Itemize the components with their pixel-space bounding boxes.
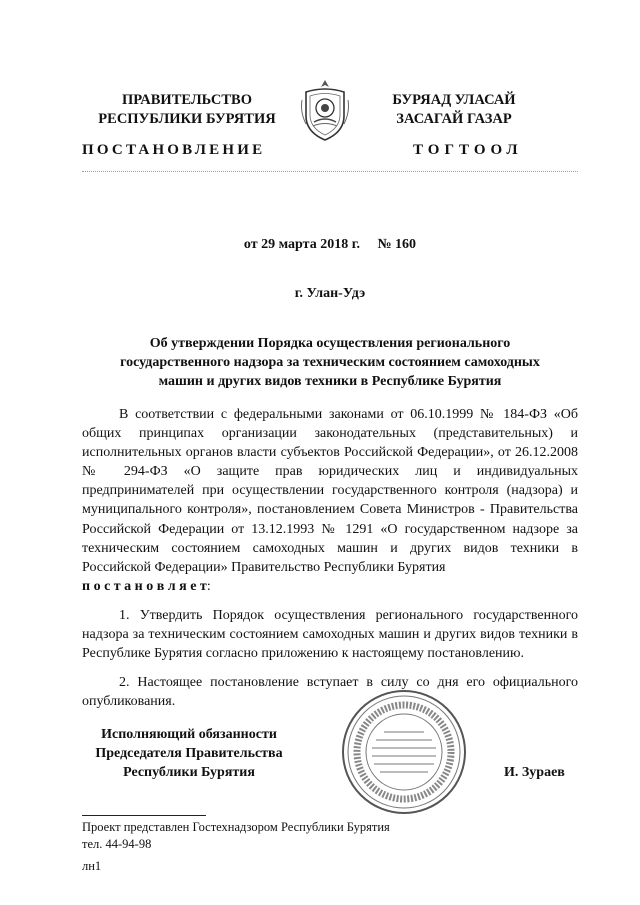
prepared-by: Проект представлен Гостехнадзором Республики Бурятия — [82, 820, 390, 834]
issuer-bua — [356, 91, 552, 129]
contact-phone: тел. 44-94-98 — [82, 837, 152, 851]
item-1: 1. Утвердить Порядок осуществления регионального государственного надзора за техническим состоянием самоходных машин и других видов техники в Республике Бурятия согласно приложению к настоящему постановлению. — [82, 607, 578, 662]
resolves-word: п о с т а н о в л я е т — [82, 578, 207, 594]
title-line2: государственного надзора за техническим состоянием самоходных — [120, 355, 540, 370]
role-line2: Председателя Правительства — [95, 746, 283, 761]
role-line3: Республики Бурятия — [123, 765, 255, 780]
footer-rule — [82, 815, 206, 816]
header-divider — [82, 171, 578, 172]
role-line1: Исполняющий обязанности — [101, 727, 277, 742]
coat-of-arms-icon — [298, 78, 352, 144]
issuer-ru — [86, 91, 288, 129]
author-initials: лн1 — [82, 859, 102, 873]
date-number: от 29 марта 2018 г. № 160 — [243, 237, 417, 252]
document-body — [82, 405, 578, 711]
issuer-ru-line1: ПРАВИТЕЛЬСТВО — [122, 92, 252, 108]
city: г. Улан-Удэ — [294, 286, 366, 301]
issuer-bua-line1: БУРЯАД УЛАСАЙ — [392, 92, 516, 108]
title-line3: машин и других видов техники в Республике Бурятия — [158, 374, 502, 389]
issuer-ru-line2: РЕСПУБЛИКИ БУРЯТИЯ — [98, 111, 276, 127]
item-2: 2. Настоящее постановление вступает в силу со дня его официального опубликования. — [82, 675, 578, 710]
document-title — [82, 334, 578, 391]
official-stamp — [340, 688, 468, 816]
resolves-line: п о с т а н о в л я е т: — [82, 578, 211, 594]
doctype-ru: ПОСТАНОВЛЕНИЕ — [82, 142, 266, 158]
issuer-bua-line2: ЗАСАГАЙ ГАЗАР — [396, 111, 512, 127]
doctype-bua: ТОГТООЛ — [413, 142, 523, 158]
title-line1: Об утверждении Порядка осуществления регионального — [149, 336, 511, 351]
preamble: В соответствии с федеральными законами от 06.10.1999 № 184-ФЗ «Об общих принципах организации законодательных (представительных) и исполнительных органов власти субъектов Российской Федерации», от 26.12.2008 № 294-ФЗ «О защите прав юридических лиц и индивидуальных предпринимателей при осуществлении государственного контроля (надзора) и муниципального контроля», постановлением Совета Министров - Правительства Российской Федерации от 13.12.1993 № 1291 «О государственном надзоре за техническим состоянием самоходных машин и других видов техники в Российской Федерации» Правительство Республики Бурятия — [82, 407, 578, 575]
signatory-name: И. Зураев — [504, 765, 565, 780]
signatory-role — [80, 725, 298, 782]
